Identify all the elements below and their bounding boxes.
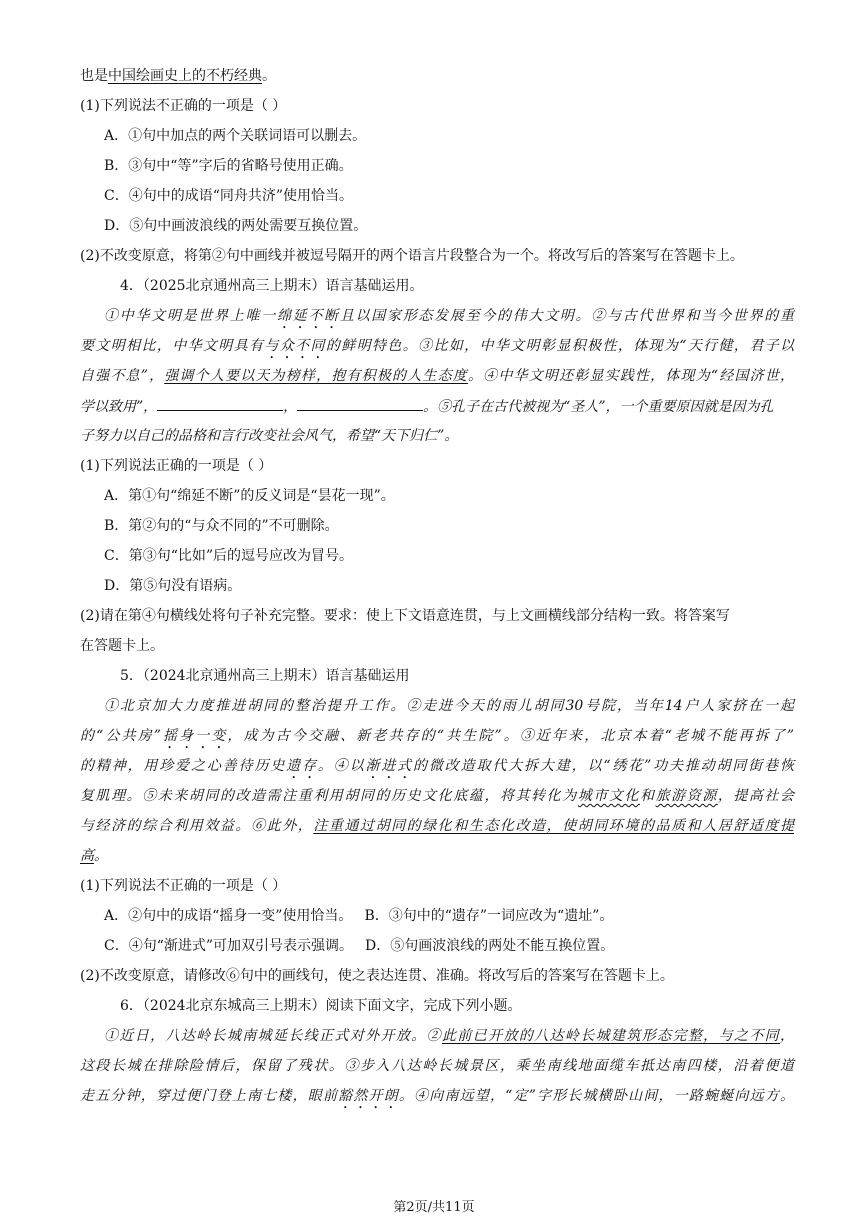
text-run: ，成为古今交融、新老共存的“共生院”。③近年来，北京本着“老城不能再拆了” bbox=[227, 728, 794, 744]
q4-passage-line bbox=[80, 366, 794, 386]
text-run: 与经济的综合利用效益。⑥此外， bbox=[80, 818, 314, 834]
answer-blank bbox=[297, 396, 423, 411]
q4-option-b: B．第②句的“与众不同的”不可删除。 bbox=[104, 518, 339, 534]
dotted-text: 绵延不断 bbox=[276, 308, 340, 324]
underlined-text: 高 bbox=[80, 848, 94, 864]
underlined-text: 中国绘画史上的不朽经典 bbox=[108, 68, 262, 84]
q5-option-b: B．③句中的“遗存”一词应改为“遗址”。 bbox=[364, 908, 614, 924]
text-run: 要文明相比，中华文明具有 bbox=[80, 338, 265, 354]
q5-passage-line bbox=[80, 756, 794, 782]
q5-heading: 5．（2024北京通州高三上期末）语言基础运用 bbox=[120, 668, 410, 684]
q5-passage-line bbox=[80, 786, 794, 806]
underlined-text: 强调个人要以天为榜样，抱有积极的人生态度 bbox=[164, 368, 468, 384]
q5-passage-line bbox=[80, 816, 794, 836]
dotted-text: 渐进式 bbox=[365, 758, 414, 774]
q4-option-c: C．第③句“比如”后的逗号应改为冒号。 bbox=[104, 548, 354, 564]
q3-option-c: C．④句中的成语“同舟共济”使用恰当。 bbox=[104, 188, 354, 204]
text-run: ①中华文明是世界上唯一 bbox=[104, 308, 277, 324]
text-run: 。⑤孔子在古代被视为“圣人”，一个重要原因就是因为孔 bbox=[423, 399, 774, 415]
q5-option-c: C．④句“渐进式”可加双引号表示强调。 bbox=[104, 938, 354, 954]
q3-subquestion-1: (1)下列说法不正确的一项是（ ） bbox=[80, 98, 287, 114]
q5-passage-line: ①北京加大力度推进胡同的整治提升工作。②走进今天的雨儿胡同30号院，当年14户人家挤在一起 bbox=[104, 698, 794, 714]
q4-passage-line bbox=[104, 306, 794, 332]
q4-passage-line: 子努力以自己的品格和言行改变社会风气，希望“天下归仁”。 bbox=[80, 428, 459, 444]
q5-passage-line bbox=[80, 846, 794, 866]
text-run: 自强不息”， bbox=[80, 368, 165, 384]
q4-option-a: A．第①句“绵延不断”的反义词是“昙花一现”。 bbox=[104, 488, 395, 504]
dotted-text: 豁然开朗 bbox=[338, 1088, 399, 1104]
q5-subquestion-2: (2)不改变原意，请修改⑥句中的画线句，使之表达连贯、准确。将改写后的答案写在答题卡上。 bbox=[80, 968, 674, 984]
q4-subquestion-2: (2)请在第④句横线处将句子补充完整。要求：使上下文语意连贯，与上文画横线部分结构一致。将答案写 bbox=[80, 608, 730, 624]
dotted-text: 遗存 bbox=[286, 758, 318, 774]
text-run: 也是 bbox=[80, 68, 108, 84]
text-run: 走五分钟，穿过便门登上南七楼，眼前 bbox=[80, 1088, 339, 1104]
text-run: ，提高社会 bbox=[717, 788, 795, 804]
q5-options-ab bbox=[104, 906, 818, 926]
wavy-text: 城市文化 bbox=[577, 788, 641, 804]
text-run: 。④中华文明还彰显实践性，体现为“经国济世， bbox=[467, 368, 794, 384]
q5-option-a: A．②句中的成语“摇身一变”使用恰当。 bbox=[104, 908, 353, 924]
text-run: 。④以 bbox=[317, 758, 366, 774]
q4-passage-line bbox=[80, 396, 794, 417]
underlined-text: 注重通过胡同的绿化和生态化改造，使胡同环境的品质和人居舒适度提 bbox=[313, 818, 795, 834]
q4-heading: 4．（2025北京通州高三上期末）语言基础运用。 bbox=[120, 278, 424, 294]
q4-subquestion-1: (1)下列说法正确的一项是（ ） bbox=[80, 458, 273, 474]
text-run: ， bbox=[780, 1028, 794, 1044]
q5-subquestion-1: (1)下列说法不正确的一项是（ ） bbox=[80, 878, 287, 894]
text-run: 和 bbox=[640, 788, 656, 804]
passage-continuation bbox=[80, 66, 794, 86]
q4-subquestion-2-cont: 在答题卡上。 bbox=[80, 638, 164, 654]
text-run: 。 bbox=[94, 848, 108, 864]
q4-passage-line bbox=[80, 336, 794, 362]
q6-passage-line: 这段长城在排除险情后，保留了残状。③步入八达岭长城景区，乘坐南线地面缆车抵达南四楼，沿着便道 bbox=[80, 1058, 794, 1074]
text-run: ①近日，八达岭长城南城延长线正式对外开放。② bbox=[104, 1028, 442, 1044]
text-run: 。④向南远望，“定”字形长城横卧山间，一路蜿蜒向远方。 bbox=[398, 1088, 795, 1104]
text-run: 的“公共房” bbox=[80, 728, 161, 744]
q5-options-cd bbox=[104, 936, 818, 956]
text-run: 且以国家形态发展至今的伟大文明。②与古代世界和当今世界的重 bbox=[339, 308, 795, 324]
text-run: 复肌理。⑤未来胡同的改造需注重利用胡同的历史文化底蕴，将其转化为 bbox=[80, 788, 578, 804]
underlined-text: 此前已开放的八达岭长城建筑形态完整，与之不同 bbox=[442, 1028, 780, 1044]
text-run: 的鲜明特色。③比如，中华文明彰显积极性，体现为“天行健，君子以 bbox=[325, 338, 795, 354]
page-number: 第2页/共11页 bbox=[393, 1200, 475, 1215]
answer-blank bbox=[157, 396, 283, 411]
q3-option-b: B．③句中“等”字后的省略号使用正确。 bbox=[104, 158, 353, 174]
q3-subquestion-2: (2)不改变原意，将第②句中画线并被逗号隔开的两个语言片段整合为一个。将改写后的答案写在答题卡上。 bbox=[80, 248, 744, 264]
q6-passage-line bbox=[104, 1026, 794, 1046]
text-run: 学以致用”， bbox=[80, 399, 158, 415]
dotted-text: 摇身一变 bbox=[160, 728, 228, 744]
q4-option-d: D．第⑤句没有语病。 bbox=[104, 578, 242, 594]
q6-passage-line bbox=[80, 1086, 794, 1112]
text-run: ， bbox=[283, 399, 298, 415]
q3-option-a: A．①句中加点的两个关联词语可以删去。 bbox=[104, 128, 367, 144]
text-run: 的精神，用珍爱之心善待历史 bbox=[80, 758, 287, 774]
text-run: 的微改造取代大拆大建，以“绣花”功夫推动胡同街巷恢 bbox=[413, 758, 794, 774]
q5-option-d: D．⑤句画波浪线的两处不能互换位置。 bbox=[365, 938, 615, 954]
wavy-text: 旅游资源 bbox=[655, 788, 718, 804]
text-run: 。 bbox=[262, 68, 276, 84]
q6-heading: 6．（2024北京东城高三上期末）阅读下面文字，完成下列小题。 bbox=[120, 998, 522, 1014]
q3-option-d: D．⑤句中画波浪线的两处需要互换位置。 bbox=[104, 218, 368, 234]
dotted-text: 与众不同 bbox=[264, 338, 326, 354]
q5-passage-line bbox=[80, 726, 794, 752]
